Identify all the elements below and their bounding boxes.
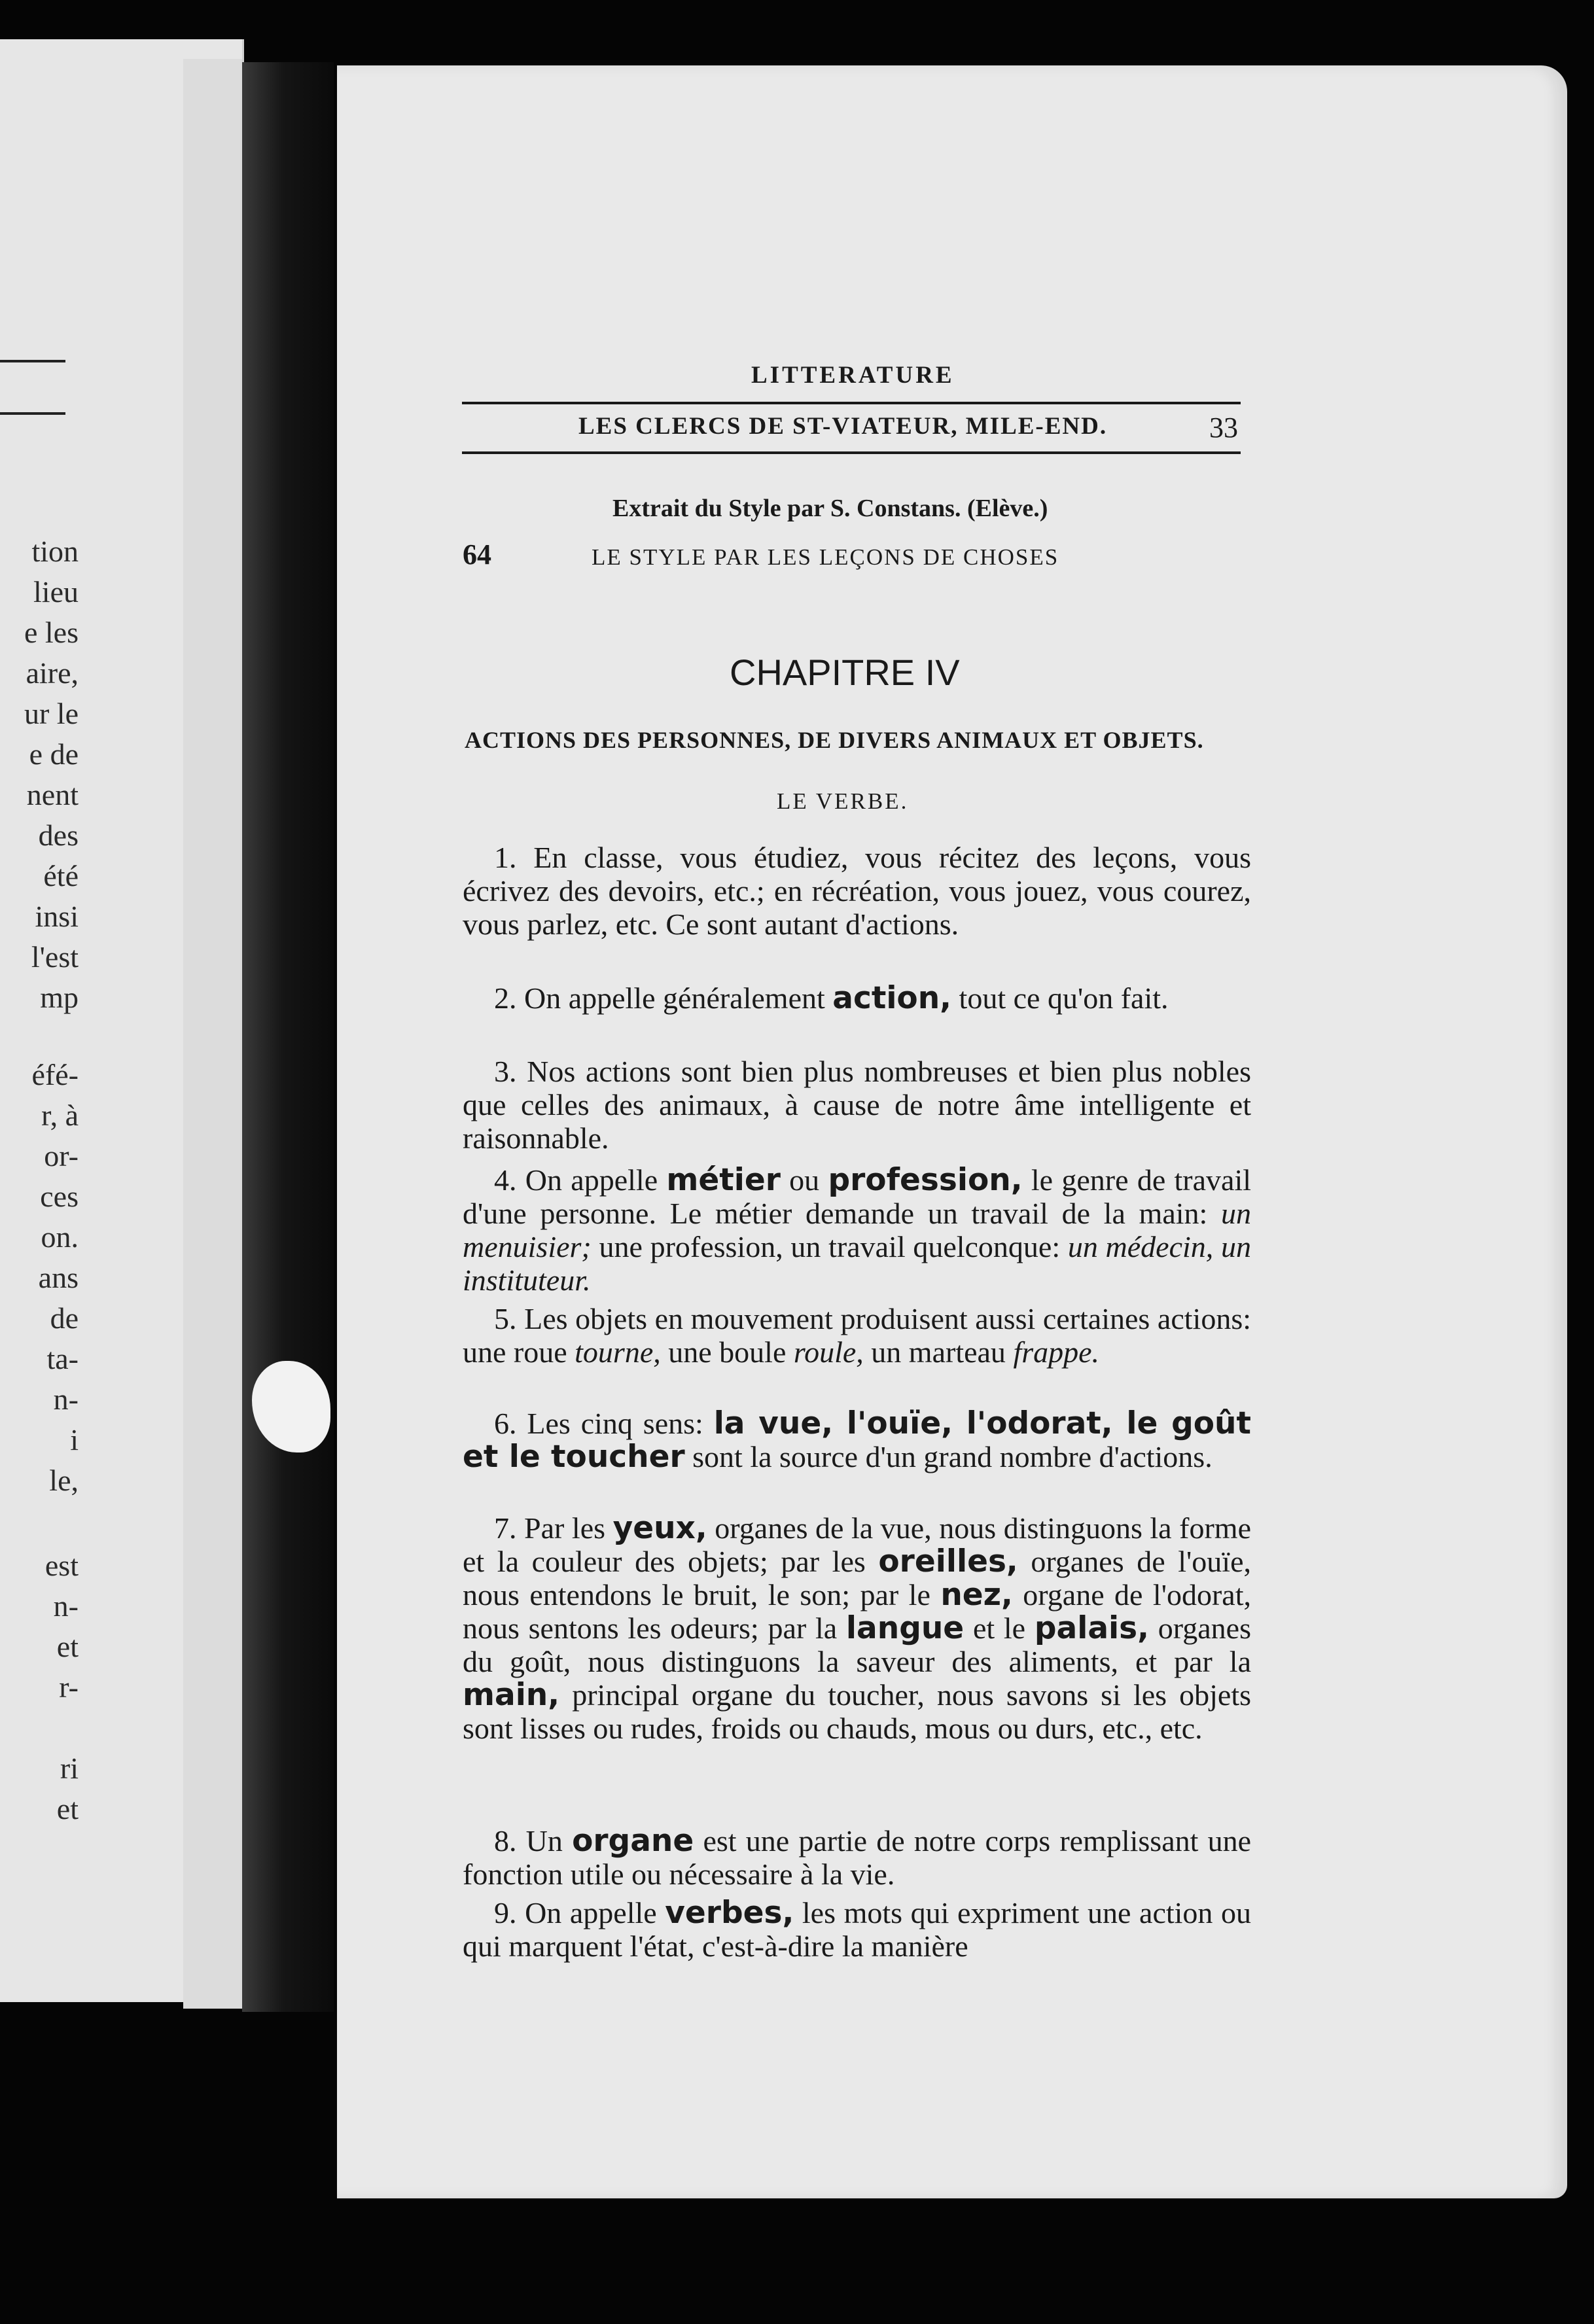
left-page-fragment: tion bbox=[31, 535, 79, 568]
paragraph-5 bbox=[463, 1302, 1251, 1369]
paragraph-7-text-2: organes de la vue, nous distinguons la forme et la couleur des objets; par les bbox=[463, 1511, 1251, 1578]
left-page-fragment: et bbox=[56, 1630, 79, 1663]
keyword-oreilles: oreilles, bbox=[878, 1543, 1018, 1579]
paragraph-9 bbox=[463, 1896, 1251, 1963]
left-page-fragment: n- bbox=[53, 1589, 79, 1623]
header-section-title: LITTERATURE bbox=[751, 362, 955, 389]
keyword-action: action, bbox=[832, 980, 952, 1016]
left-page-fragment: r, à bbox=[41, 1099, 79, 1132]
paragraph-4 bbox=[463, 1163, 1251, 1297]
left-page-fragment: nent bbox=[26, 778, 79, 811]
header-publisher: LES CLERCS DE ST-VIATEUR, MILE-END. bbox=[578, 413, 1108, 440]
keyword-organe: organe bbox=[572, 1823, 694, 1859]
left-page-fragment: le, bbox=[49, 1464, 79, 1497]
header-rule-top bbox=[462, 402, 1241, 404]
paragraph-7-text-6: organes du goût, nous distinguons la saveur des aliments, et par la bbox=[463, 1611, 1251, 1678]
left-page-fragment: des bbox=[38, 819, 79, 852]
chapter-title: CHAPITRE IV bbox=[730, 652, 960, 693]
paragraph-6 bbox=[463, 1407, 1251, 1473]
paragraph-7-text-3: organes de l'ouïe, nous entendons le bruit, le son; par le bbox=[463, 1545, 1252, 1611]
left-page-fragment: lieu bbox=[33, 575, 79, 608]
left-rule-bottom bbox=[0, 412, 65, 415]
example-menuisier: un menuisier; bbox=[463, 1197, 1251, 1263]
paragraph-5-text: 5. Les objets en mouvement produisent aussi certaines actions: une roue bbox=[463, 1302, 1251, 1369]
paragraph-7-text-7: principal organe du toucher, nous savons si les objets sont lisses ou rudes, froids ou chauds, mous ou durs, etc., etc. bbox=[463, 1678, 1251, 1745]
left-page-fragment: aire, bbox=[26, 656, 79, 690]
paragraph-9-text-end: les mots qui expriment une action ou qui marquent l'état, c'est-à-dire la manière bbox=[463, 1896, 1251, 1963]
left-page-fragment: de bbox=[50, 1301, 79, 1335]
left-page-fragment: l'est bbox=[31, 940, 79, 974]
left-page-margin bbox=[183, 59, 242, 2009]
section-title: LE VERBE. bbox=[777, 788, 909, 814]
paragraph-7-text: 7. Par les bbox=[494, 1511, 613, 1545]
paragraph-6-text: 6. Les cinq sens: bbox=[494, 1407, 714, 1440]
paragraph-4-ou: ou bbox=[780, 1163, 828, 1197]
paragraph-5-text-2: une boule bbox=[660, 1335, 794, 1369]
left-page-fragment: ces bbox=[40, 1180, 79, 1213]
left-page-fragment: or- bbox=[44, 1139, 79, 1172]
paragraph-8 bbox=[463, 1824, 1251, 1891]
paragraph-7 bbox=[463, 1511, 1251, 1745]
keyword-langue: langue bbox=[845, 1610, 965, 1646]
left-page-fragment: ur le bbox=[24, 697, 79, 730]
paragraph-7-text-5: et le bbox=[964, 1611, 1035, 1645]
keyword-cinq-sens: la vue, l'ouïe, l'odorat, le goût et le toucher bbox=[463, 1405, 1251, 1475]
paragraph-6-text-end: sont la source d'un grand nombre d'actions. bbox=[684, 1440, 1213, 1473]
paragraph-3-text: 3. Nos actions sont bien plus nombreuses et bien plus nobles que celles des animaux, à cause de notre âme intelligente et raisonnable. bbox=[463, 1055, 1251, 1155]
left-page-fragment: on. bbox=[41, 1220, 79, 1254]
header-page-number: 33 bbox=[1209, 412, 1238, 444]
paragraph-4-text-3: une profession, un travail quelconque: bbox=[591, 1230, 1068, 1263]
left-page-fragment: r- bbox=[59, 1670, 79, 1704]
left-page-fragment: ta- bbox=[46, 1342, 79, 1375]
paragraph-2 bbox=[463, 981, 1251, 1015]
example-tourne: tourne, bbox=[575, 1335, 661, 1369]
book-page-number: 64 bbox=[463, 538, 491, 571]
paragraph-1 bbox=[463, 841, 1251, 941]
left-page-fragment: ri bbox=[60, 1752, 79, 1785]
left-page-fragment: et bbox=[56, 1792, 79, 1825]
left-page-fragment: éfé- bbox=[31, 1058, 79, 1091]
paragraph-3 bbox=[463, 1055, 1251, 1155]
example-medecin-instituteur: un médecin, un instituteur. bbox=[463, 1230, 1251, 1297]
left-page-fragment: ans bbox=[38, 1261, 79, 1294]
paragraph-4-text-2: le genre de travail d'une personne. Le métier demande un travail de la main: bbox=[463, 1163, 1252, 1230]
left-page-fragment: insi bbox=[35, 900, 79, 933]
chapter-subtitle: ACTIONS DES PERSONNES, DE DIVERS ANIMAUX ET OBJETS. bbox=[465, 727, 1204, 753]
paragraph-5-text-3: un marteau bbox=[863, 1335, 1014, 1369]
left-page-fragment: n- bbox=[53, 1382, 79, 1416]
keyword-profession: profession, bbox=[828, 1162, 1023, 1198]
example-roule: roule, bbox=[793, 1335, 864, 1369]
left-page-fragment: i bbox=[70, 1423, 79, 1456]
paragraph-2-text-end: tout ce qu'on fait. bbox=[951, 981, 1169, 1015]
left-rule-top bbox=[0, 360, 65, 362]
keyword-verbes: verbes, bbox=[665, 1895, 794, 1931]
running-title: LE STYLE PAR LES LEÇONS DE CHOSES bbox=[592, 544, 1059, 570]
keyword-yeux: yeux, bbox=[612, 1510, 707, 1546]
keyword-nez: nez, bbox=[940, 1577, 1013, 1613]
keyword-metier: métier bbox=[666, 1162, 781, 1198]
keyword-palais: palais, bbox=[1034, 1610, 1149, 1646]
book-spine-shadow bbox=[242, 62, 334, 2012]
paragraph-4-text: 4. On appelle bbox=[494, 1163, 667, 1197]
paragraph-9-text: 9. On appelle bbox=[494, 1896, 665, 1929]
left-page-fragment: e les bbox=[24, 616, 79, 649]
left-page-fragment: e de bbox=[29, 737, 79, 771]
header-rule-bottom bbox=[462, 451, 1241, 454]
paragraph-2-text: 2. On appelle généralement bbox=[494, 981, 833, 1015]
keyword-main: main, bbox=[463, 1677, 560, 1713]
paragraph-8-text-end: est une partie de notre corps remplissant une fonction utile ou nécessaire à la vie. bbox=[463, 1824, 1251, 1891]
source-note: Extrait du Style par S. Constans. (Elève.) bbox=[612, 495, 1048, 522]
paragraph-8-text: 8. Un bbox=[494, 1824, 573, 1857]
left-page-fragment: est bbox=[44, 1549, 79, 1582]
example-frappe: frappe. bbox=[1013, 1335, 1100, 1369]
left-page-fragment: mp bbox=[40, 981, 79, 1014]
paragraph-7-text-4: organe de l'odorat, nous sentons les odeurs; par la bbox=[463, 1578, 1251, 1645]
left-page-fragment: été bbox=[43, 859, 79, 892]
paragraph-1-text: 1. En classe, vous étudiez, vous récitez des leçons, vous écrivez des devoirs, etc.; en récréation, vous jouez, vous courez, vous parlez, etc. Ce sont autant d'actions. bbox=[463, 841, 1251, 941]
